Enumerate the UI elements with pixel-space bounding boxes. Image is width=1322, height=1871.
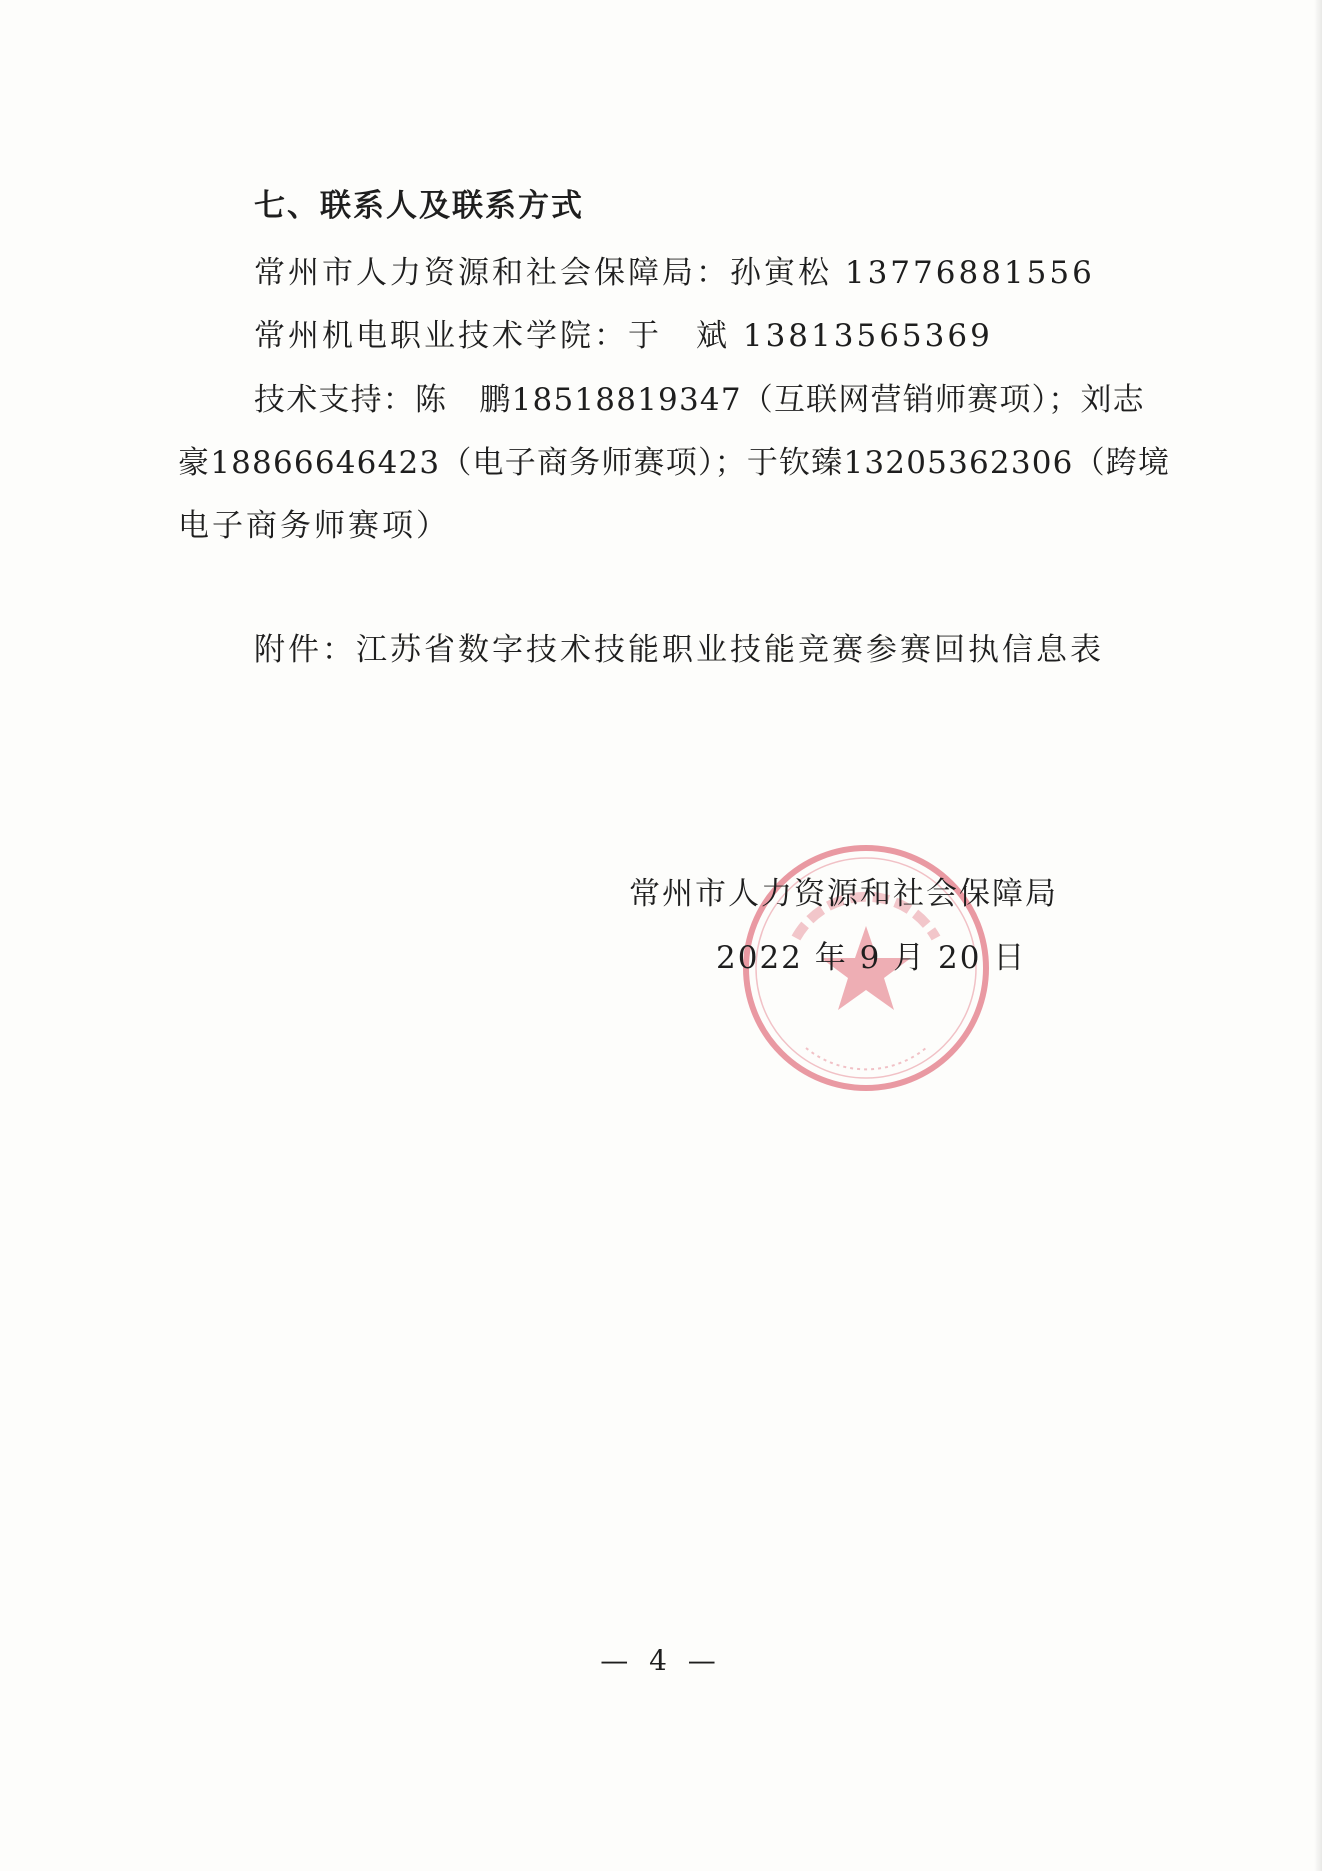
contact-line-college: 常州机电职业技术学院：于 斌 13813565369 <box>254 318 993 354</box>
tech-support-line-3: 电子商务师赛项） <box>178 508 450 544</box>
contact-line-hrss: 常州市人力资源和社会保障局：孙寅松 13776881556 <box>254 255 1095 291</box>
section-heading: 七、联系人及联系方式 <box>254 188 584 224</box>
scan-edge-shadow <box>1314 0 1322 1871</box>
signature-date: 2022 年 9 月 20 日 <box>716 940 1027 976</box>
signature-organization: 常州市人力资源和社会保障局 <box>629 876 1058 912</box>
tech-support-line-1: 技术支持：陈 鹏18518819347（互联网营销师赛项）；刘志 <box>254 382 1145 418</box>
tech-support-line-2: 豪18866646423（电子商务师赛项）；于钦臻13205362306（跨境 <box>178 445 1171 481</box>
page-number: — 4 — <box>600 1644 722 1677</box>
attachment-line: 附件：江苏省数字技术技能职业技能竞赛参赛回执信息表 <box>254 632 1104 668</box>
